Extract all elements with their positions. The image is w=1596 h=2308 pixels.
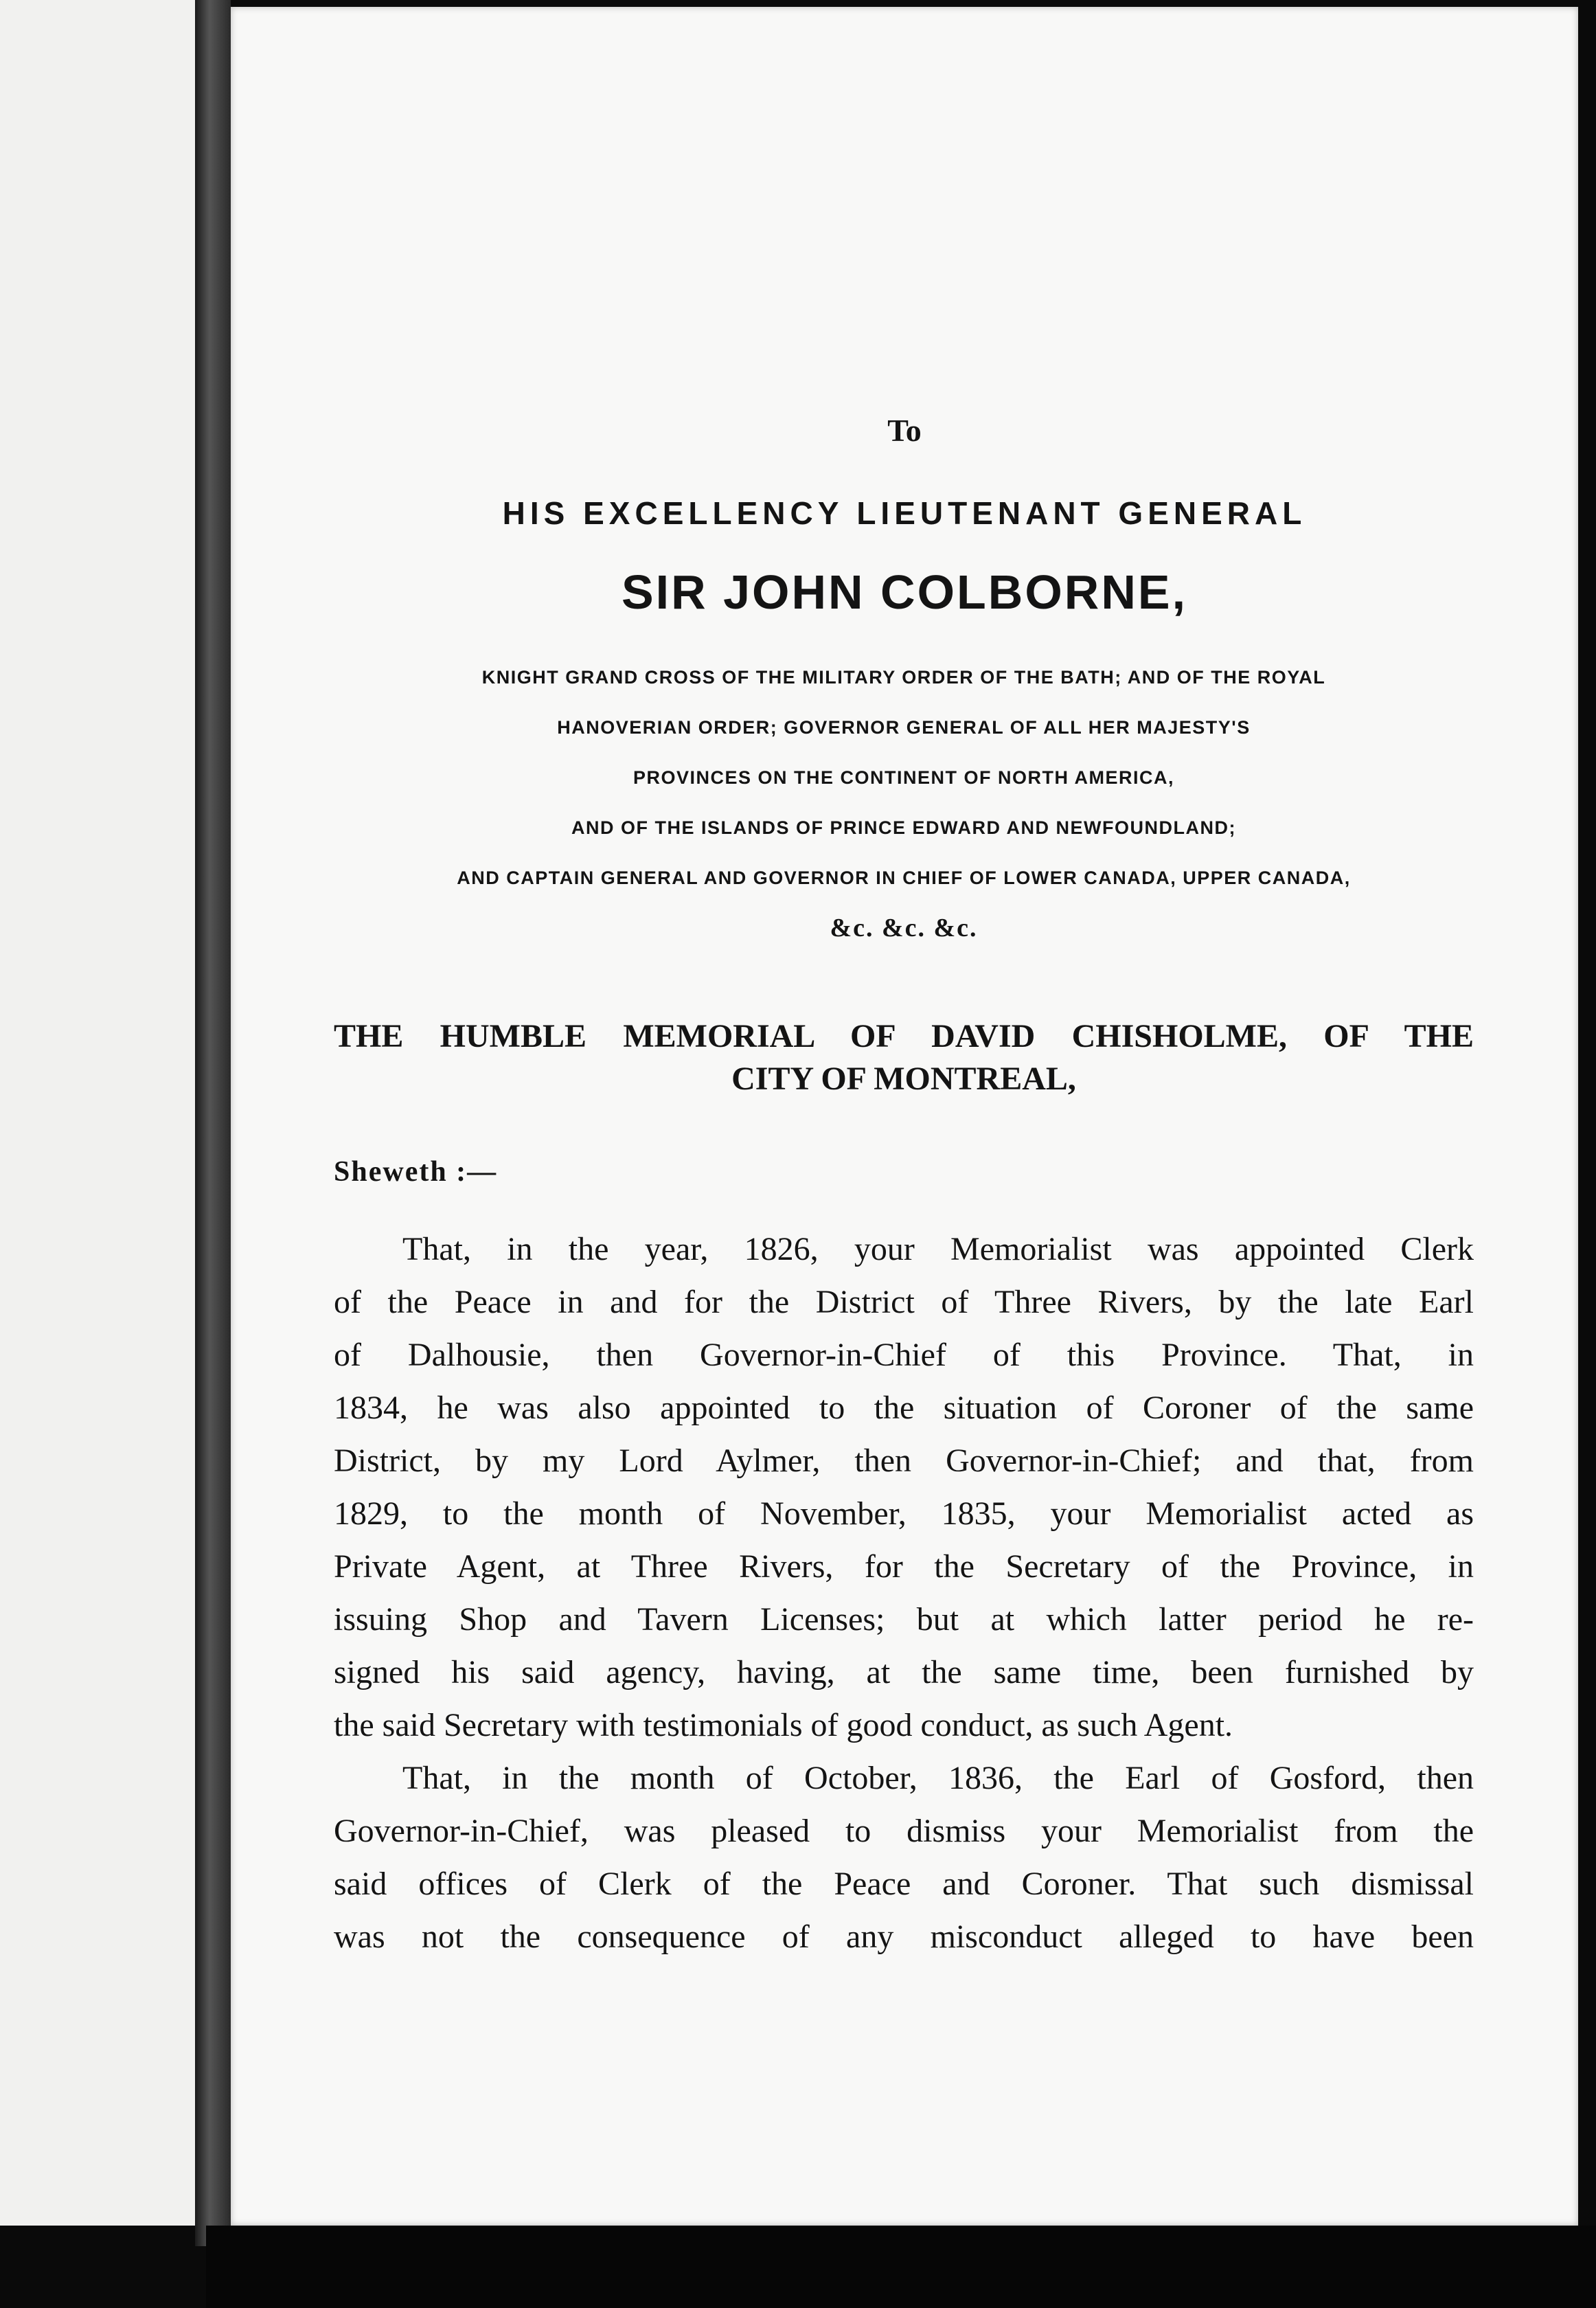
et-cetera: &c. &c. &c. xyxy=(830,914,978,942)
addressee-rank: HIS EXCELLENCY LIEUTENANT GENERAL xyxy=(502,495,1307,531)
memorial-heading-line: THE HUMBLE MEMORIAL OF DAVID CHISHOLME, OF THE xyxy=(334,1018,1474,1054)
body-line: was not the consequence of any misconduct alleged to have been xyxy=(334,1919,1474,1955)
body-line: 1834, he was also appointed to the situation of Coroner of the same xyxy=(334,1390,1474,1426)
body-line: the said Secretary with testimonials of good conduct, as such Agent. xyxy=(334,1707,1233,1743)
sheweth-label: Sheweth :— xyxy=(334,1156,498,1188)
memorial-body xyxy=(334,1223,1474,1963)
title-line: KNIGHT GRAND CROSS OF THE MILITARY ORDER OF THE BATH; AND OF THE ROYAL xyxy=(481,667,1326,688)
body-line: That, in the month of October, 1836, the Earl of Gosford, then xyxy=(402,1760,1474,1796)
body-line: said offices of Clerk of the Peace and Coroner. That such dismissal xyxy=(334,1866,1474,1902)
body-line: of Dalhousie, then Governor-in-Chief of this Province. That, in xyxy=(334,1337,1474,1373)
title-line: AND OF THE ISLANDS OF PRINCE EDWARD AND NEWFOUNDLAND; xyxy=(571,817,1236,838)
body-line: That, in the year, 1826, your Memorialist was appointed Clerk xyxy=(402,1231,1474,1267)
facing-page xyxy=(0,0,195,2226)
addressee-titles xyxy=(313,653,1494,953)
salutation-to: To xyxy=(887,413,922,448)
body-line: Private Agent, at Three Rivers, for the Secretary of the Province, in xyxy=(334,1548,1474,1585)
memorial-heading xyxy=(334,1015,1474,1100)
body-line: issuing Shop and Tavern Licenses; but at which latter period he re- xyxy=(334,1601,1474,1638)
body-line: Governor-in-Chief, was pleased to dismiss your Memorialist from the xyxy=(334,1813,1474,1849)
document-page xyxy=(231,7,1578,2226)
addressee-name: SIR JOHN COLBORNE, xyxy=(621,565,1188,619)
body-line: 1829, to the month of November, 1835, your Memorialist acted as xyxy=(334,1495,1474,1532)
book-spine xyxy=(195,0,231,2246)
page-bottom-shadow xyxy=(206,2226,1596,2308)
body-line: signed his said agency, having, at the same time, been furnished by xyxy=(334,1654,1474,1690)
body-line: District, by my Lord Aylmer, then Governor-in-Chief; and that, from xyxy=(334,1442,1474,1479)
memorial-heading-line: CITY OF MONTREAL, xyxy=(731,1061,1076,1097)
title-line: PROVINCES ON THE CONTINENT OF NORTH AMERICA, xyxy=(632,767,1174,788)
body-line: of the Peace in and for the District of Three Rivers, by the late Earl xyxy=(334,1284,1474,1320)
title-line: HANOVERIAN ORDER; GOVERNOR GENERAL OF ALL HER MAJESTY'S xyxy=(557,717,1251,738)
title-line: AND CAPTAIN GENERAL AND GOVERNOR IN CHIEF OF LOWER CANADA, UPPER CANADA, xyxy=(457,868,1351,888)
